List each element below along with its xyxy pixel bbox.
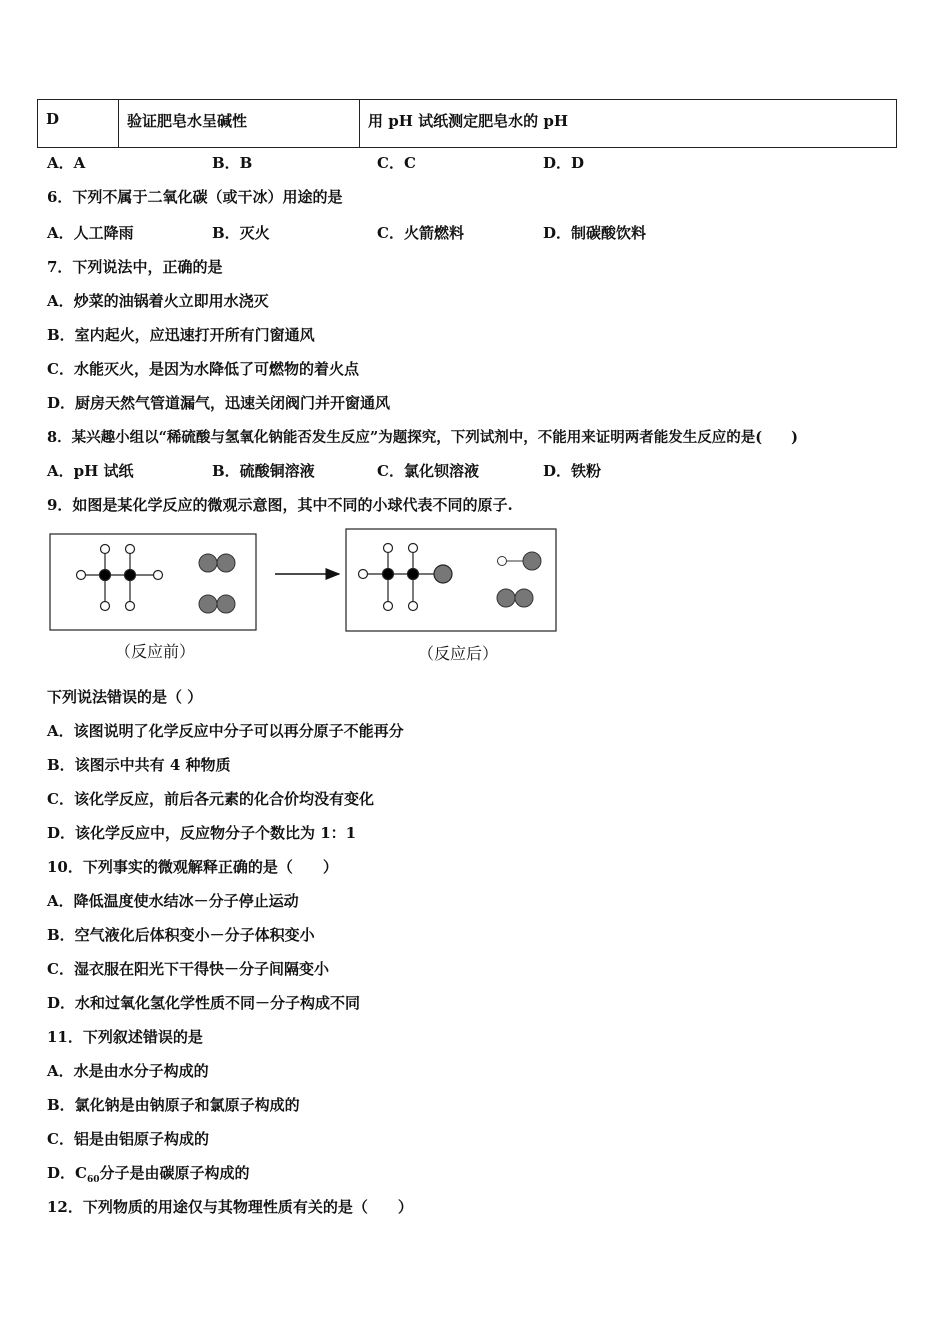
q8-option-a: A．pH 试纸 bbox=[47, 462, 134, 480]
q6-option-d: D．制碳酸饮料 bbox=[543, 224, 647, 242]
q11-stem: 11．下列叙述错误的是 bbox=[47, 1028, 203, 1046]
hcl-molecule-after bbox=[498, 552, 542, 570]
diatomic-molecule-before-1 bbox=[199, 554, 235, 572]
q9-option-c: C．该化学反应，前后各元素的化合价均没有变化 bbox=[47, 790, 374, 808]
q7-option-c: C．水能灭火，是因为水降低了可燃物的着火点 bbox=[47, 360, 359, 378]
q5-option-b: B．B bbox=[212, 154, 253, 172]
q5-option-c: C．C bbox=[377, 154, 416, 172]
q7-option-a: A．炒菜的油锅着火立即用水浇灭 bbox=[47, 292, 269, 310]
q8-option-c: C．氯化钡溶液 bbox=[377, 462, 479, 480]
q10-option-d: D．水和过氧化氢化学性质不同－分子构成不同 bbox=[47, 994, 361, 1012]
q11-option-b: B．氯化钠是由钠原子和氯原子构成的 bbox=[47, 1096, 300, 1114]
q5-option-a: A．A bbox=[47, 154, 86, 172]
q6-option-c: C．火箭燃料 bbox=[377, 224, 464, 242]
q6-option-b: B．灭火 bbox=[212, 224, 270, 242]
q9-question: 下列说法错误的是（ ） bbox=[47, 688, 203, 706]
table-cell-purpose: 验证肥皂水呈碱性 bbox=[119, 100, 360, 148]
q8-option-d: D．铁粉 bbox=[543, 462, 602, 480]
q8-option-b: B．硫酸铜溶液 bbox=[212, 462, 315, 480]
q9-stem: 9．如图是某化学反应的微观示意图，其中不同的小球代表不同的原子. bbox=[47, 496, 513, 514]
q6-option-a: A．人工降雨 bbox=[47, 224, 134, 242]
q10-option-b: B．空气液化后体积变小－分子体积变小 bbox=[47, 926, 315, 944]
diatomic-molecule-before-2 bbox=[199, 595, 235, 613]
q5-option-d: D．D bbox=[543, 154, 585, 172]
q11-option-c: C．铝是由铝原子构成的 bbox=[47, 1130, 209, 1148]
q11-option-a: A．水是由水分子构成的 bbox=[47, 1062, 209, 1080]
table-cell-option: D bbox=[38, 100, 119, 148]
q7-option-d: D．厨房天然气管道漏气，迅速关闭阀门并开窗通风 bbox=[47, 394, 391, 412]
diatomic-molecule-after bbox=[497, 589, 533, 607]
before-box bbox=[50, 534, 256, 630]
answer-table bbox=[37, 99, 897, 148]
q9-option-b: B．该图示中共有 4 种物质 bbox=[47, 756, 231, 774]
q9-option-a: A．该图说明了化学反应中分子可以再分原子不能再分 bbox=[47, 722, 404, 740]
q6-stem: 6．下列不属于二氧化碳（或干冰）用途的是 bbox=[47, 188, 343, 206]
q7-stem: 7．下列说法中，正确的是 bbox=[47, 258, 223, 276]
q7-option-b: B．室内起火，应迅速打开所有门窗通风 bbox=[47, 326, 315, 344]
q10-option-c: C．湿衣服在阳光下干得快－分子间隔变小 bbox=[47, 960, 329, 978]
q8-stem: 8．某兴趣小组以“稀硫酸与氢氧化钠能否发生反应”为题探究，下列试剂中，不能用来证明两者能发生反应的是( ) bbox=[47, 429, 798, 446]
q12-stem: 12．下列物质的用途仅与其物理性质有关的是（ ） bbox=[47, 1198, 413, 1216]
table-row bbox=[38, 100, 897, 148]
q11-option-d-rest: 分子是由碳原子构成的 bbox=[99, 1164, 250, 1182]
q11-option-d-subscript: 60 bbox=[86, 1175, 100, 1185]
caption-before: （反应前） bbox=[115, 642, 196, 661]
q9-option-d: D．该化学反应中，反应物分子个数比为 1：1 bbox=[47, 824, 357, 842]
table-cell-method: 用 pH 试纸测定肥皂水的 pH bbox=[360, 100, 897, 148]
q11-option-d-prefix: D．C bbox=[47, 1164, 87, 1182]
ethane-molecule-before bbox=[77, 545, 163, 611]
q11-option-d bbox=[47, 1162, 250, 1185]
q10-stem: 10．下列事实的微观解释正确的是（ ） bbox=[47, 858, 338, 876]
q10-option-a: A．降低温度使水结冰－分子停止运动 bbox=[47, 892, 299, 910]
chloroethane-molecule-after bbox=[359, 544, 453, 611]
caption-after: （反应后） bbox=[418, 644, 499, 663]
after-box bbox=[346, 529, 556, 631]
